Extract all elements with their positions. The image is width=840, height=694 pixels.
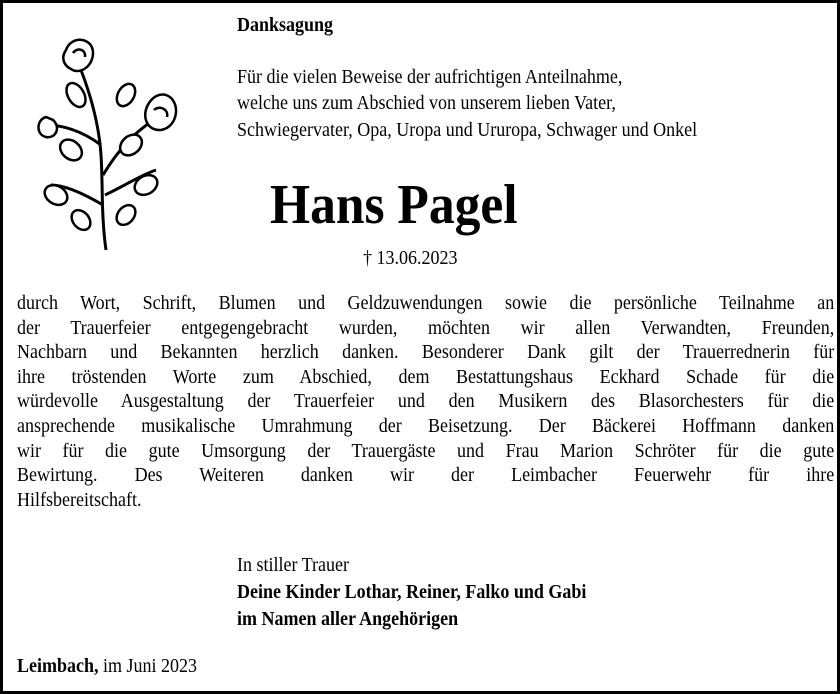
- body-line: wir für die gute Umsorgung der Trauergäste und Frau Marion Schröter für die gute: [17, 439, 835, 462]
- closing: In stiller Trauer: [237, 554, 349, 576]
- signature-line: im Namen aller Angehörigen: [237, 608, 459, 630]
- heading: Danksagung: [237, 14, 334, 36]
- body-line: durch Wort, Schrift, Blumen und Geldzuwendungen sowie die persönliche Teilnahme an: [17, 292, 835, 314]
- signature-line: Deine Kinder Lothar, Reiner, Falko und Gabi: [237, 581, 587, 603]
- body-line: ihre tröstenden Worte zum Abschied, dem Bestattungshaus Eckhard Schade für die: [17, 365, 835, 388]
- death-date: † 13.06.2023: [363, 247, 458, 269]
- intro-line: Schwiegervater, Opa, Uropa und Ururopa, Schwager und Onkel: [237, 119, 698, 141]
- intro-line: Für die vielen Beweise der aufrichtigen Anteilnahme,: [237, 66, 623, 88]
- body-line: Hilfsbereitschaft.: [17, 488, 142, 511]
- body-line: ansprechende musikalische Umrahmung der Beisetzung. Der Bäckerei Hoffmann danken: [17, 414, 835, 437]
- date-text: im Juni 2023: [98, 655, 198, 677]
- body-line: der Trauerfeier entgegengebracht wurden, möchten wir allen Verwandten, Freunden,: [17, 316, 835, 339]
- body-line: Nachbarn und Bekannten herzlich danken. Besonderer Dank gilt der Trauerrednerin für: [17, 341, 835, 364]
- body-line: Bewirtung. Des Weiteren danken wir der Leimbacher Feuerwehr für ihre: [17, 464, 835, 487]
- body-text: [17, 291, 834, 512]
- place: Leimbach,: [17, 655, 99, 677]
- intro-line: welche uns zum Abschied von unserem lieben Vater,: [237, 92, 616, 114]
- body-line: würdevolle Ausgestaltung der Trauerfeier und den Musikern des Blasorchesters für die: [17, 390, 835, 413]
- rose-icon: [31, 35, 181, 255]
- deceased-name: Hans Pagel: [270, 174, 518, 236]
- place-date: [17, 655, 197, 678]
